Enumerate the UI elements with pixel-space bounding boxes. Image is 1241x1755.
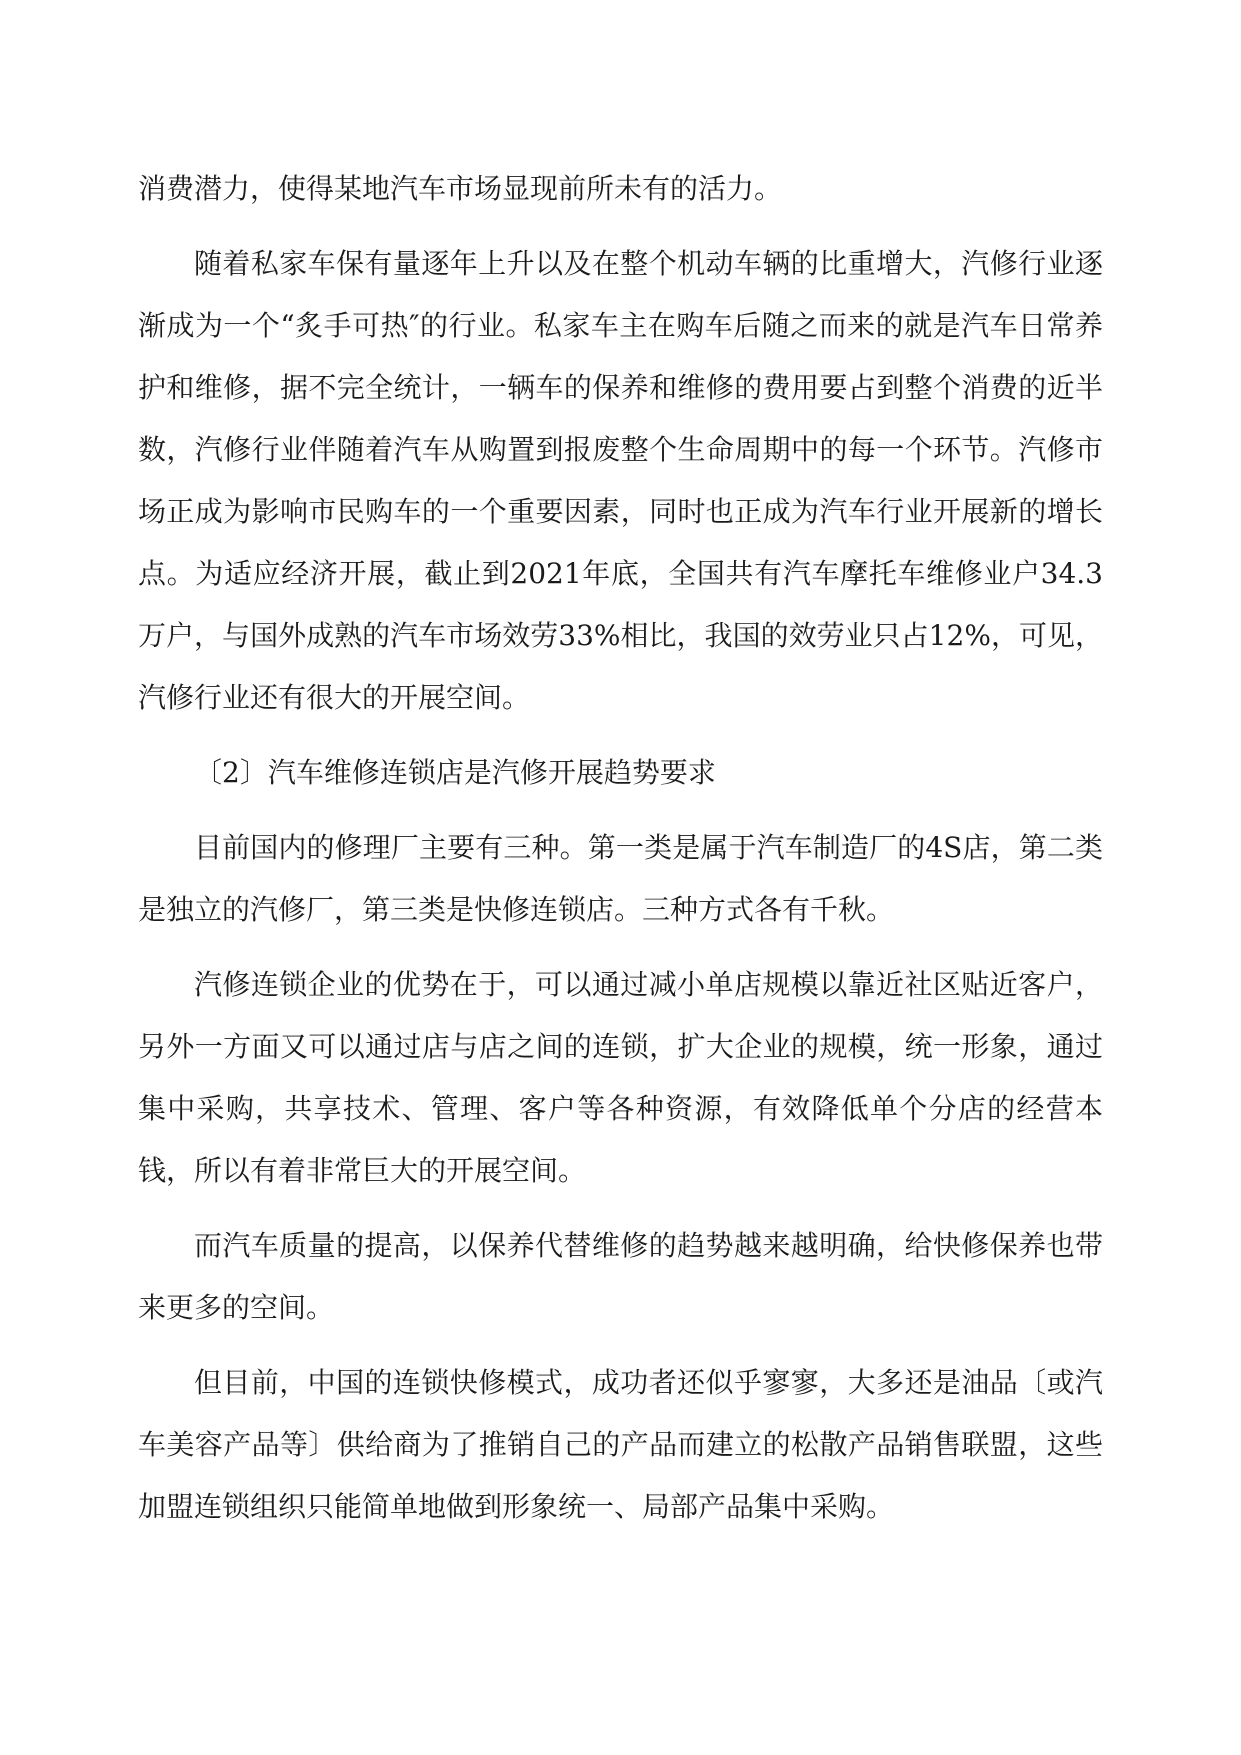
paragraph-three-types-of-repair-shops: 目前国内的修理厂主要有三种。第一类是属于汽车制造厂的4S店，第二类是独立的汽修厂，第三类是快修连锁店。三种方式各有千秋。 <box>138 831 1103 926</box>
paragraph-chain-advantages: 汽修连锁企业的优势在于，可以通过减小单店规模以靠近社区贴近客户，另外一方面又可以通过店与店之间的连锁，扩大企业的规模，统一形象，通过集中采购，共享技术、管理、客户等各种资源，有效降低单个分店的经营本钱，所以有着非常巨大的开展空间。 <box>138 968 1103 1187</box>
paragraph-continuation: 消费潜力，使得某地汽车市场显现前所未有的活力。 <box>138 172 783 205</box>
paragraph-current-chain-model: 但目前，中国的连锁快修模式，成功者还似乎寥寥，大多还是油品〔或汽车美容产品等〕供给商为了推销自己的产品而建立的松散产品销售联盟，这些加盟连锁组织只能简单地做到形象统一、局部产品集中采购。 <box>138 1366 1103 1523</box>
section-heading-chain-store-trend: 〔2〕汽车维修连锁店是汽修开展趋势要求 <box>194 756 716 789</box>
paragraph-private-car-repair-industry: 随着私家车保有量逐年上升以及在整个机动车辆的比重增大，汽修行业逐渐成为一个“炙手可热″的行业。私家车主在购车后随之而来的就是汽车日常养护和维修，据不完全统计，一辆车的保养和维修的费用要占到整个消费的近半数，汽修行业伴随着汽车从购置到报废整个生命周期中的每一个环节。汽修市场正成为影响市民购车的一个重要因素，同时也正成为汽车行业开展新的增长点。为适应经济开展，截止到2021年底，全国共有汽车摩托车维修业户34.3万户，与国外成熟的汽车市场效劳33%相比，我国的效劳业只占12%，可见，汽修行业还有很大的开展空间。 <box>138 247 1103 714</box>
document-body <box>138 158 1103 1551</box>
paragraph-maintenance-trend: 而汽车质量的提高，以保养代替维修的趋势越来越明确，给快修保养也带来更多的空间。 <box>138 1229 1103 1324</box>
